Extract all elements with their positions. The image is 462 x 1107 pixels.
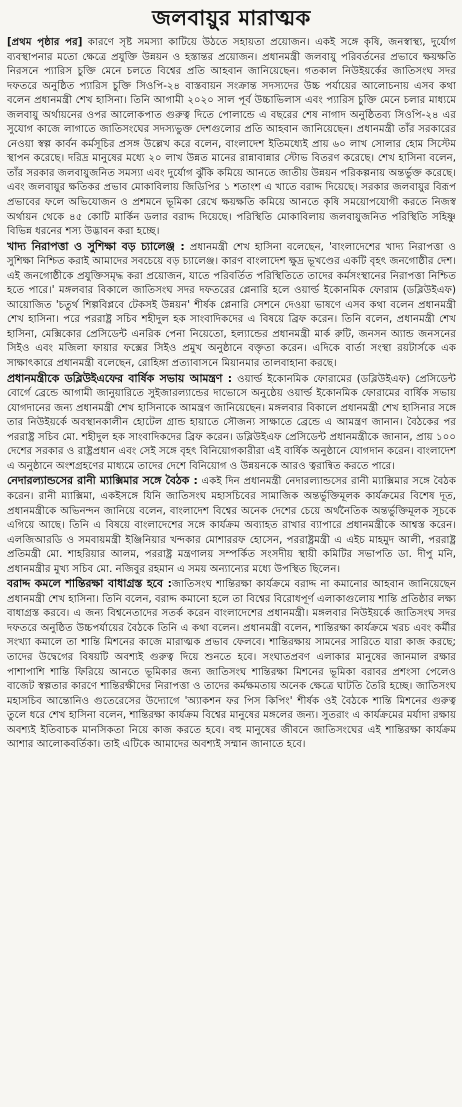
section-text: ওয়ার্ল্ড ইকোনমিক ফোরামের (ডব্লিউইএফ) প্রেসিডেন্ট বোর্গে ব্রেন্ডে আগামী জানুয়ারিতে সুইজারল্যান্ডের দাভোসে অনুষ্ঠেয় ওয়ার্ল্ড ইকোনমিক ফোরামের বার্ষিক সভায় যোগদানের জন্য প্রধানমন্ত্রী শেখ হাসিনাকে আমন্ত্রণ জানিয়েছেন। মঙ্গলবার বিকালে প্রধানমন্ত্রী শেখ হাসিনার সঙ্গে তার নিউইয়র্কে অবস্থানকালীন হোটেল গ্রান্ড হায়াতে সৌজন্য সাক্ষাতে ব্রেন্ডে এ আমন্ত্রণ জানান। বৈঠকের পর পররাষ্ট্র সচিব মো. শহীদুল হক সাংবাদিকদের ব্রিফ করেন। ডব্লিউইএফ প্রেসিডেন্ট প্রধানমন্ত্রীকে জানান, প্রায় ১০০ দেশের সরকার ও রাষ্ট্রপ্রধান এবং সেই সঙ্গে বৃহৎ বিনিয়োগকারীরা এই বার্ষিক অনুষ্ঠানে যোগদান করেন। বাংলাদেশ এ অনুষ্ঠানে অংশগ্রহণের মাধ্যমে তাদের দেশে বিনিয়োগ ও উন্নয়নকে আরও ত্বরান্বিত করতে পারে। — [7, 373, 456, 472]
section-text: জাতিসংঘ শান্তিরক্ষা কার্যক্রমে বরাদ্দ না কমানোর আহবান জানিয়েছেন প্রধানমন্ত্রী শেখ হাসিনা। তিনি বলেন, বরাদ্দ কমানো হলে তা বিশ্বের বিরোধপূর্ণ এলাকাগুলোয় শান্তি প্রতিষ্ঠার লক্ষ্য বাধাগ্রস্ত করবে। এ জন্য বিশ্বনেতাদের সতর্ক করেন বাংলাদেশের প্রধানমন্ত্রী। মঙ্গলবার নিউইয়র্কে জাতিসংঘ সদর দফতরে অনুষ্ঠিত উচ্চপর্যায়ের বৈঠকে তিনি এ কথা বলেন। প্রধানমন্ত্রী বলেন, শান্তিরক্ষা কার্যক্রমে খরচ এবং কর্মীর সংখ্যা কমালে তা শান্তি মিশনের কাজে মারাত্মক প্রভাব ফেলবে। শান্তিরক্ষায় সামনের সারিতে যারা কাজ করছে; তাদের উদ্বেগের বিষয়টি অবশ্যই গুরুত্ব দিয়ে শুনতে হবে। সংঘাতপ্রবণ এলাকার মানুষের জানমাল রক্ষার পাশাপাশি শান্তি ফিরিয়ে আনতে ভূমিকার জন্য জাতিসংঘ শান্তিরক্ষা মিশনের ভূমিকা বরাবর প্রশংসা পেলেও বাজেট স্বল্পতার কারণে শান্তিরক্ষীদের নিরাপত্তা ও তাদের কর্মক্ষমতায় অনেক ক্ষেত্রে ঘাটতি তৈরি হচ্ছে। জাতিসংঘ মহাসচিব আন্তোনিও গুতেরেসের উদ্যোগে 'অ্যাকশন ফর পিস কিপিং' শীর্ষক ওই বৈঠকে শান্তি মিশনের গুরুত্ব তুলে ধরে শেখ হাসিনা বলেন, শান্তিরক্ষা কার্যক্রম বিশ্বের মানুষের মঙ্গলের জন্য। সুতরাং এ কার্যক্রমের মর্যাদা রক্ষায় অবশ্যই ইতিবাচক মানসিকতা নিয়ে কাজ করতে হবে। বহু মানুষের জীবনে জাতিসংঘের এই শান্তিরক্ষা কার্যক্রম আশার আলোকবর্তিকা। তাই এটিকে আমাদের অবশ্যই সম্মান জানাতে হবে। — [7, 579, 456, 751]
section-peacekeeping — [7, 577, 456, 753]
section-queen-maxima — [7, 474, 456, 577]
section-heading: খাদ্য নিরাপত্তা ও সুশিক্ষা বড় চ্যালেঞ্জ : — [7, 239, 185, 253]
section-wef-invitation — [7, 372, 456, 475]
section-heading: প্রধানমন্ত্রীকে ডব্লিউইএফের বার্ষিক সভায় আমন্ত্রণ : — [7, 371, 233, 385]
article-headline: জলবায়ুর মারাত্মক — [152, 6, 311, 30]
section-text: একই দিন প্রধানমন্ত্রী নেদারল্যান্ডসের রানী ম্যাক্সিমার সঙ্গে বৈঠক করেন। রানী ম্যাক্সিমা, একইসঙ্গে যিনি জাতিসংঘ মহাসচিবের সামাজিক অন্তর্ভুক্তিমূলক কার্যক্রমের বিশেষ দূত, প্রধানমন্ত্রীকে অভিনন্দন জানিয়ে বলেন, বাংলাদেশ বিশ্বের অনেক দেশের চেয়ে অর্থনৈতিক অন্তর্ভুক্তিমূলক সূচকে এগিয়ে আছে। তিনি এ বিষয়ে বাংলাদেশের সঙ্গে কার্যক্রম অব্যাহত রাখার ব্যাপারে প্রধানমন্ত্রীকে আশ্বস্ত করেন। এলজিআরডি ও সমবায়মন্ত্রী ইঞ্জিনিয়ার খন্দকার মোশাররফ হোসেন, পররাষ্ট্রমন্ত্রী এ এইচ মাহমুদ আলী, পররাষ্ট্র প্রতিমন্ত্রী মো. শাহরিয়ার আলম, পররাষ্ট্র মন্ত্রণালয় সম্পর্কিত সংসদীয় স্থায়ী কমিটির সভাপতি ডা. দীপু মনি, প্রধানমন্ত্রীর মুখ্য সচিব মো. নজিবুর রহমান এ সময় অন্যান্যের মধ্যে উপস্থিত ছিলেন। — [7, 476, 456, 575]
intro-paragraph — [7, 36, 456, 240]
section-food-security — [7, 240, 456, 372]
section-heading: নেদারল্যান্ডসের রানী ম্যাক্সিমার সঙ্গে বৈঠক : — [7, 474, 198, 488]
intro-text: কারণে সৃষ্ট সমস্যা কাটিয়ে উঠতে সহায়তা প্রয়োজন। একই সঙ্গে কৃষি, জনস্বাস্থ্য, দুর্যোগ ব্যবস্থাপনার মতো ক্ষেত্রে প্রযুক্তি উন্নয়ন ও হস্তান্তর প্রয়োজন। প্রধানমন্ত্রী জলবায়ু পরিবর্তনের প্রভাবে ক্ষয়ক্ষতি নিরসনে প্যারিস চুক্তি মেনে চলতে বিশ্বের প্রতি আহবান জানিয়েছেন। গতকাল নিউইয়র্কের জাতিসংঘ সদর দফতরে অনুষ্ঠিত প্যারিস চুক্তি সিওপি-২৪ বাস্তবায়ন সংক্রান্ত সদস্যদের উচ্চ পর্যায়ের আলোচনায় এসব কথা বলেন প্রধানমন্ত্রী শেখ হাসিনা। তিনি আগামী ২০২০ সাল পূর্ব উচ্চাভিলাস এবং প্যারিস চুক্তি মেনে চলার মাধ্যমে জলবায়ু অর্থায়নের ওপর আলোকপাত গুরুত্ব দিতে পোলান্ডে এ বছরের শেষ নাগাদ অনুষ্ঠিতব্য সিওপি-২৪ এর সুযোগ কাজে লাগাতে জাতিসংঘের সদস্যভুক্ত দেশগুলোর প্রতি আহবান জানিয়েছেন। প্রধানমন্ত্রী তাঁর সরকারের নেওয়া স্বল্প কার্বন কর্মসূচির প্রসঙ্গ উল্লেখ করে বলেন, বাংলাদেশ ইতিমধ্যেই প্রায় ৬০ লাখ সোলার হোম সিস্টেম স্থাপন করেছে। দরিদ্র মানুষের মধ্যে ২০ লাখ উন্নত মানের রান্নাবান্নার স্টোভ বিতরণ করেছে। শেখ হাসিনা বলেন, তাঁর সরকার জলবায়ুজনিত সমস্যা এবং দুর্যোগ ঝুঁকি কমিয়ে আনতে জাতীয় উন্নয়ন পরিকল্পনায় অন্তর্ভুক্ত করেছে। এবং জলবায়ুর ক্ষতিকর প্রভাব মোকাবিলায় জিডিপির ১ শতাংশ এ খাতে বরাদ্দ দিয়েছে। সরকার জলবায়ুর বিরূপ প্রভাবের ফলে অভিযোজন ও প্রশমনে ভূমিকা রেখে ক্ষয়ক্ষতি কমিয়ে আনতে কৃষি সময়োপযোগী করতে নিজস্ব অর্থায়ন থেকে ৪৫ কোটি মার্কিন ডলার বরাদ্দ দিয়েছে। পরিস্থিতি মোকাবিলায় জলবায়ুজনিত পরিস্থিতি সহিষ্ণু বিভিন্ন ধরনের শস্য উদ্ভাবন করা হচ্ছে। — [7, 37, 456, 238]
continuation-tag: [প্রথম পৃষ্ঠার পর] — [7, 37, 83, 48]
section-heading: বরাদ্দ কমলে শান্তিরক্ষা বাধাগ্রস্ত হবে : — [7, 577, 172, 591]
section-text: প্রধানমন্ত্রী শেখ হাসিনা বলেছেন, 'বাংলাদেশের খাদ্য নিরাপত্তা ও সুশিক্ষা নিশ্চিত করাই আমাদের সবচেয়ে বড় চ্যালেঞ্জ। কারণ বাংলাদেশ ক্ষুদ্র ভূখণ্ডের একটি বৃহৎ জনগোষ্ঠীর দেশ। এই জনগোষ্ঠীকে প্রযুক্তিসমৃদ্ধ করা প্রয়োজন, যাতে পরিবর্তিত পরিস্থিতিতে তাদের কর্মসংস্থানের নিরাপত্তা নিশ্চিত হতে পারে।' মঙ্গলবার বিকালে জাতিসংঘ সদর দফতরের প্লেনারি হলে ওয়ার্ল্ড ইকোনমিক ফোরাম (ডব্লিউইএফ) আয়োজিত 'চতুর্থ শিল্পবিপ্লবে টেকসই উন্নয়ন' শীর্ষক প্লেনারি সেশনে দেওয়া ভাষণে এসব কথা বলেন প্রধানমন্ত্রী শেখ হাসিনা। পরে পররাষ্ট্র সচিব শহীদুল হক সাংবাদিকদের এ বিষয়ে ব্রিফ করেন। তিনি বলেন, প্রধানমন্ত্রী শেখ হাসিনা, মেক্সিকোর প্রেসিডেন্ট এনরিক পেনা নিয়েতো, হল্যান্ডের প্রধানমন্ত্রী মার্ক রুটি, জনসন অ্যান্ড জনসনের সিইও এবং মজিলা ফায়ার ফক্সের সিইও প্রমুখ অনুষ্ঠানে বক্তৃতা করেন। এদিকে বার্তা সংস্থা রয়টার্সকে এক সাক্ষাৎকারে প্রধানমন্ত্রী বলেছেন, রোহিঙ্গা প্রত্যাবাসনে মিয়ানমার তালবাহানা করছে। — [7, 241, 456, 370]
